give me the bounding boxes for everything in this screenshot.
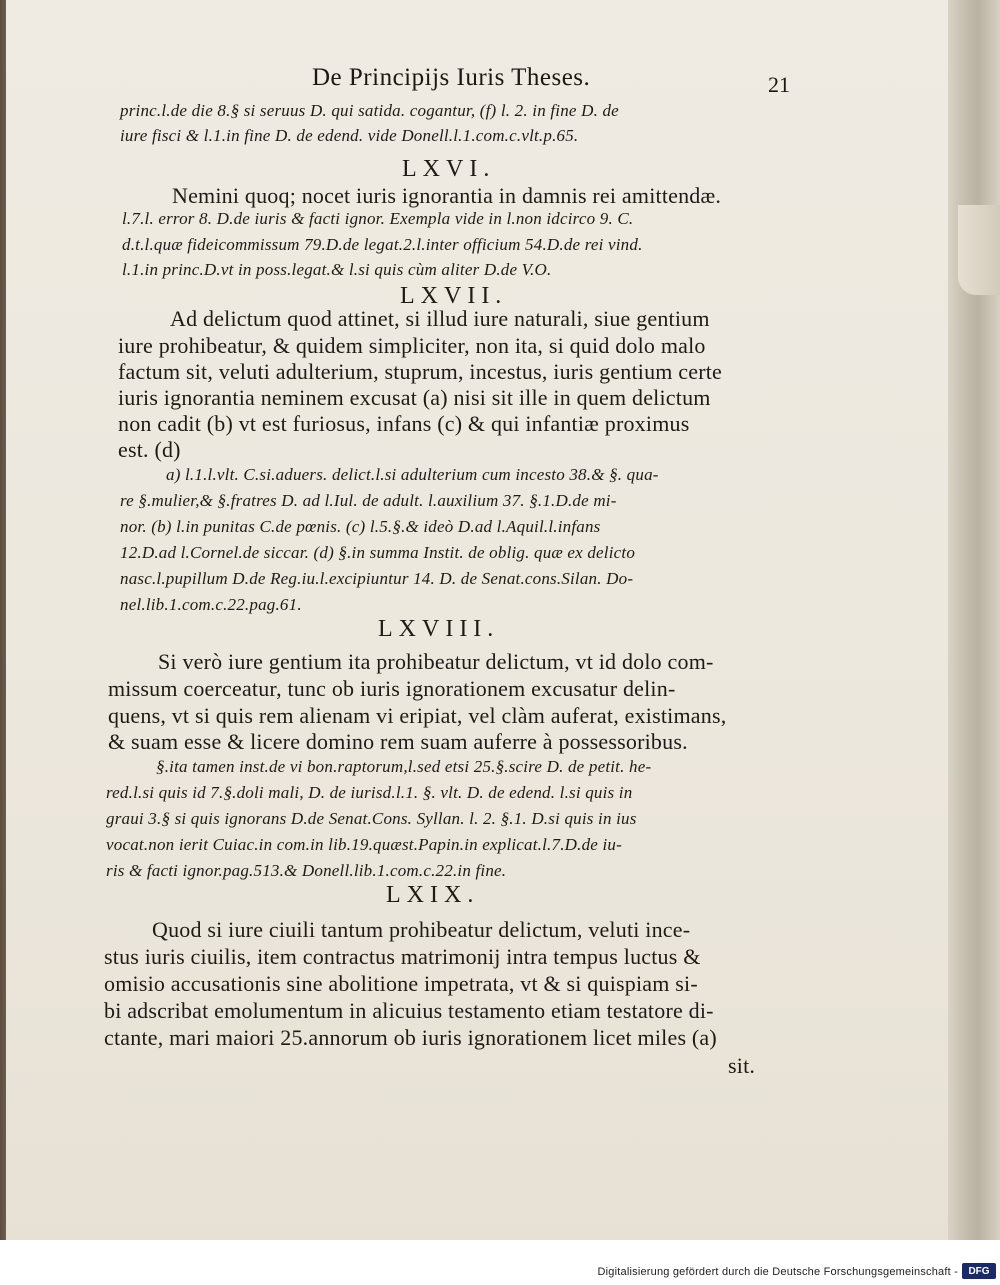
text-line: Nemini quoq; nocet iuris ignorantia in damnis rei amittendæ. bbox=[172, 183, 722, 208]
section-heading: LXIX. bbox=[386, 882, 480, 908]
text-line: princ.l.de die 8.§ si seruus D. qui satida. cogantur, (f) l. 2. in fine D. de bbox=[120, 101, 619, 120]
section-heading: LXVI. bbox=[402, 156, 496, 182]
text-line: est. (d) bbox=[118, 437, 181, 462]
running-head: De Principijs Iuris Theses. bbox=[312, 64, 591, 91]
text-line: missum coerceatur, tunc ob iuris ignorationem excusatur delin- bbox=[108, 676, 676, 701]
text-line: §.ita tamen inst.de vi bon.raptorum,l.sed etsi 25.§.scire D. de petit. he- bbox=[156, 757, 652, 776]
text-line: ctante, mari maiori 25.annorum ob iuris ignorationem licet miles (a) bbox=[104, 1025, 717, 1050]
text-line: & suam esse & licere domino rem suam auferre à possessoribus. bbox=[108, 729, 688, 754]
text-line: a) l.1.l.vlt. C.si.aduers. delict.l.si adulterium cum incesto 38.& §. qua- bbox=[166, 465, 659, 484]
footer-credit: Digitalisierung gefördert durch die Deutsche Forschungsgemeinschaft - bbox=[597, 1266, 958, 1278]
text-line: graui 3.§ si quis ignorans D.de Senat.Cons. Syllan. l. 2. §.1. D.si quis in ius bbox=[106, 809, 637, 828]
text-line: non cadit (b) vt est furiosus, infans (c) & qui infantiæ proximus bbox=[118, 411, 690, 436]
text-line: l.1.in princ.D.vt in poss.legat.& l.si quis cùm aliter D.de V.O. bbox=[122, 260, 552, 279]
text-line: Ad delictum quod attinet, si illud iure naturali, siue gentium bbox=[170, 306, 710, 331]
text-line: nel.lib.1.com.c.22.pag.61. bbox=[120, 595, 302, 614]
text-line: nor. (b) l.in punitas C.de pœnis. (c) l.5.§.& ideò D.ad l.Aquil.l.infans bbox=[120, 517, 601, 536]
text-line: omisio accusationis sine abolitione impetrata, vt & si quispiam si- bbox=[104, 971, 698, 996]
section-heading: LXVII. bbox=[400, 283, 508, 309]
text-line: vocat.non ierit Cuiac.in com.in lib.19.quæst.Papin.in explicat.l.7.D.de iu- bbox=[106, 835, 622, 854]
text-line: d.t.l.quæ fideicommissum 79.D.de legat.2.l.inter officium 54.D.de rei vind. bbox=[122, 235, 643, 254]
catchword: sit. bbox=[728, 1053, 756, 1078]
text-line: bi adscribat emolumentum in alicuius testamento etiam testatore di- bbox=[104, 998, 714, 1023]
page-number: 21 bbox=[768, 72, 790, 97]
text-line: Quod si iure ciuili tantum prohibeatur delictum, veluti ince- bbox=[152, 917, 691, 942]
text-line: re §.mulier,& §.fratres D. ad l.Iul. de adult. l.auxilium 37. §.1.D.de mi- bbox=[120, 491, 617, 510]
text-line: Si verò iure gentium ita prohibeatur delictum, vt id dolo com- bbox=[158, 649, 714, 674]
text-line: l.7.l. error 8. D.de iuris & facti ignor. Exempla vide in l.non idcirco 9. C. bbox=[122, 209, 634, 228]
page-edge bbox=[948, 0, 1000, 1240]
dfg-logo-icon: DFG bbox=[962, 1263, 996, 1279]
text-line: stus iuris ciuilis, item contractus matrimonij intra tempus luctus & bbox=[104, 944, 701, 969]
text-line: iuris ignorantia neminem excusat (a) nisi sit ille in quem delictum bbox=[118, 385, 711, 410]
text-line: quens, vt si quis rem alienam vi eripiat, vel clàm auferat, existimans, bbox=[108, 703, 727, 728]
footer-strip bbox=[0, 1240, 1000, 1285]
text-line: iure prohibeatur, & quidem simpliciter, non ita, si quid dolo malo bbox=[118, 333, 706, 358]
text-line: nasc.l.pupillum D.de Reg.iu.l.excipiuntur 14. D. de Senat.cons.Silan. Do- bbox=[120, 569, 634, 588]
section-heading: LXVIII. bbox=[378, 616, 500, 642]
text-line: red.l.si quis id 7.§.doli mali, D. de iurisd.l.1. §. vlt. D. de edend. l.si quis in bbox=[106, 783, 633, 802]
text-line: 12.D.ad l.Cornel.de siccar. (d) §.in summa Instit. de oblig. quæ ex delicto bbox=[120, 543, 636, 562]
text-line: iure fisci & l.1.in fine D. de edend. vide Donell.l.1.com.c.vlt.p.65. bbox=[120, 126, 579, 145]
page-tab bbox=[958, 205, 1000, 295]
text-line: factum sit, veluti adulterium, stuprum, incestus, iuris gentium certe bbox=[118, 359, 723, 384]
text-line: ris & facti ignor.pag.513.& Donell.lib.1.com.c.22.in fine. bbox=[106, 861, 507, 880]
